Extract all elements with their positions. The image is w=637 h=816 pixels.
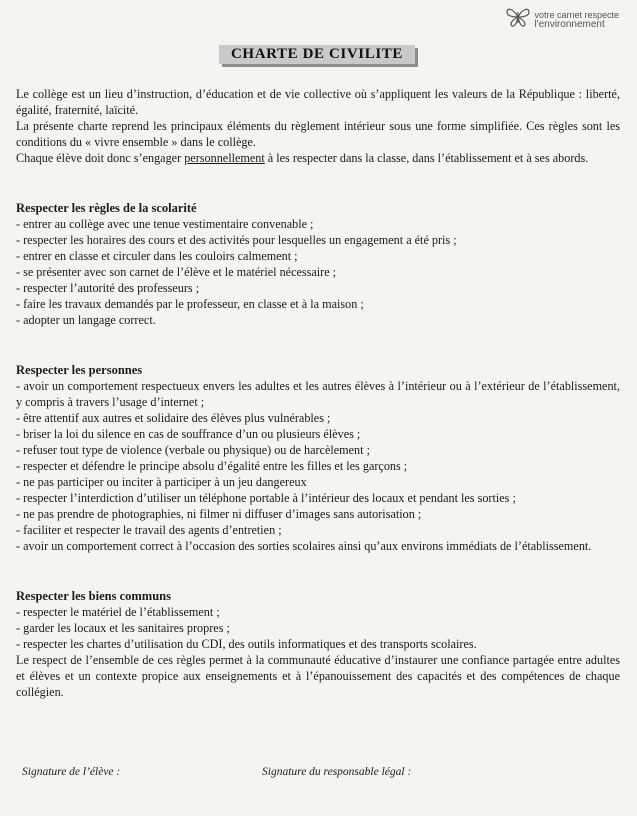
list-item: - entrer en classe et circuler dans les couloirs calmement ;: [16, 249, 298, 263]
intro-p3-start: Chaque élève doit donc s’engager: [16, 151, 185, 165]
list-item: - se présenter avec son carnet de l’élève et le matériel nécessaire ;: [16, 265, 337, 279]
list-item: - respecter le matériel de l’établissement ;: [16, 605, 220, 619]
list-item: - faciliter et respecter le travail des agents d’entretien ;: [16, 523, 282, 537]
badge-line-1: votre carnet respecte: [534, 9, 619, 20]
list-item: - garder les locaux et les sanitaires propres ;: [16, 621, 230, 635]
title-box: [219, 45, 415, 64]
intro-paragraph-2: La présente charte reprend les principaux éléments du règlement intérieur sous une forme simplifiée. Ces règles sont les conditions du « vivre ensemble » dans le collège.: [16, 119, 620, 149]
list-item: - faire les travaux demandés par le professeur, en classe et à la maison ;: [16, 297, 364, 311]
student-signature-label: Signature de l’élève :: [22, 766, 121, 778]
section-scolarite: [16, 200, 620, 328]
list-item: - respecter l’interdiction d’utiliser un téléphone portable à l’intérieur des locaux et pendant les sorties ;: [16, 491, 516, 505]
intro-p3-end: à les respecter dans la classe, dans l’établissement et à ses abords.: [264, 151, 589, 165]
list-item: - respecter les horaires des cours et des activités pour lesquelles un engagement a été pris ;: [16, 233, 457, 247]
closing-paragraph: Le respect de l’ensemble de ces règles permet à la communauté éducative d’instaurer une confiance partagée entre adultes et élèves et un contexte propice aux enseignements et à l’épanouissement des capacités et des compétences de chaque collégien.: [16, 653, 620, 699]
list-item: - respecter l’autorité des professeurs ;: [16, 281, 200, 295]
section-personnes: [16, 362, 620, 554]
list-item: - avoir un comportement respectueux envers les adultes et les autres élèves à l’intérieur ou à l’extérieur de l’établissement, y compris à travers l’usage d’internet ;: [16, 379, 620, 409]
list-item: - ne pas prendre de photographies, ni filmer ni diffuser d’images sans autorisation ;: [16, 507, 422, 521]
intro-p3-underlined: personnellement: [184, 151, 265, 165]
list-item: - adopter un langage correct.: [16, 313, 156, 327]
badge-line-2: l'environnement: [534, 18, 605, 30]
butterfly-icon: [505, 6, 531, 33]
section-title: Respecter les règles de la scolarité: [16, 201, 197, 215]
eco-badge: [505, 6, 619, 33]
list-item: - entrer au collège avec une tenue vestimentaire convenable ;: [16, 217, 314, 231]
page-title: CHARTE DE CIVILITE: [231, 46, 403, 62]
intro-paragraph-3: [16, 150, 620, 166]
list-item: - ne pas participer ou inciter à participer à un jeu dangereux: [16, 475, 307, 489]
list-item: - refuser tout type de violence (verbale ou physique) ou de harcèlement ;: [16, 443, 370, 457]
section-title: Respecter les biens communs: [16, 589, 171, 603]
list-item: - être attentif aux autres et solidaire des élèves plus vulnérables ;: [16, 411, 331, 425]
section-title: Respecter les personnes: [16, 363, 143, 377]
section-biens-communs: [16, 588, 620, 652]
intro-paragraph-1: Le collège est un lieu d’instruction, d’éducation et de vie collective où s’appliquent les valeurs de la République : liberté, égalité, fraternité, laïcité.: [16, 87, 620, 117]
list-item: - respecter les chartes d’utilisation du CDI, des outils informatiques et des transports scolaires.: [16, 637, 477, 651]
list-item: - respecter et défendre le principe absolu d’égalité entre les filles et les garçons ;: [16, 459, 408, 473]
guardian-signature-label: Signature du responsable légal :: [262, 766, 412, 778]
list-item: - avoir un comportement correct à l’occasion des sorties scolaires ainsi qu’aux environs immédiats de l’établissement.: [16, 539, 592, 553]
list-item: - briser la loi du silence en cas de souffrance d’un ou plusieurs élèves ;: [16, 427, 361, 441]
document-body: [16, 86, 620, 700]
